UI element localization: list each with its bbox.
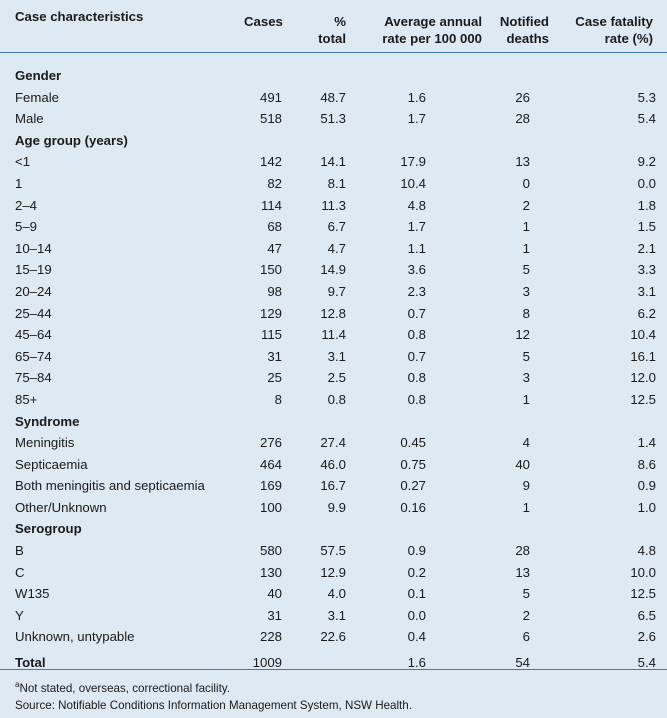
cell-cases: 100 [259,499,282,515]
cell-deaths: 5 [522,262,530,278]
header-notified-deaths [482,13,549,47]
row-label: Y [15,607,24,623]
cell-case-fatality: 3.3 [637,262,656,278]
row-label: Total [15,655,46,671]
cell-percent-total: 22.6 [320,629,346,645]
cell-case-fatality: 1.8 [637,197,656,213]
cell-deaths: 28 [515,111,530,127]
table-row [0,216,667,238]
table-row [0,108,667,130]
cell-case-fatality: 5.4 [637,655,656,671]
cell-rate: 2.3 [407,283,426,299]
table-header [0,0,667,53]
cell-deaths: 13 [515,154,530,170]
cell-rate: 0.4 [407,629,426,645]
cell-rate: 0.7 [407,305,426,321]
cell-cases: 1009 [252,655,282,671]
cell-percent-total: 11.3 [321,197,346,213]
cell-deaths: 26 [515,89,530,105]
cell-deaths: 2 [522,197,530,213]
row-label: Both meningitis and septicaemia [15,478,205,494]
table-row [0,562,667,584]
cell-case-fatality: 6.5 [637,607,656,623]
table-footer [15,676,412,714]
cell-deaths: 13 [515,564,530,580]
cell-case-fatality: 3.1 [637,283,656,299]
row-label: Meningitis [15,435,75,451]
cell-deaths: 4 [522,435,530,451]
cell-percent-total: 48.7 [320,89,346,105]
row-label: Male [15,111,44,127]
cell-cases: 68 [267,219,282,235]
cell-percent-total: 3.1 [327,348,346,364]
cell-case-fatality: 9.2 [637,154,656,170]
cell-rate: 0.8 [407,370,426,386]
cell-cases: 114 [260,197,282,213]
cell-cases: 518 [259,111,282,127]
cell-deaths: 3 [522,283,530,299]
section-heading-row [0,411,667,433]
row-label: 10–14 [15,240,52,256]
cell-deaths: 1 [522,219,530,235]
cell-cases: 129 [259,305,282,321]
header-cfr-line1: Case fatality [575,14,653,29]
cell-cases: 150 [259,262,282,278]
cell-case-fatality: 10.4 [630,327,656,343]
row-label: B [15,543,24,559]
cell-percent-total: 9.9 [327,499,346,515]
cell-deaths: 1 [522,499,530,515]
cell-deaths: 54 [515,655,530,671]
table-row [0,605,667,627]
row-label: Septicaemia [15,456,88,472]
cell-case-fatality: 1.4 [637,435,656,451]
table-row [0,87,667,109]
cell-rate: 1.6 [407,89,426,105]
cell-cases: 130 [259,564,282,580]
cell-deaths: 6 [522,629,530,645]
cell-rate: 0.2 [407,564,426,580]
cell-deaths: 9 [522,478,530,494]
row-label: 15–19 [15,262,52,278]
cell-percent-total: 0.8 [327,391,346,407]
row-label: Other/Unknown [15,499,107,515]
cell-rate: 0.8 [407,327,426,343]
cell-rate: 1.7 [407,219,426,235]
row-label: 65–74 [15,348,52,364]
row-label: <1 [15,154,31,170]
cell-percent-total: 57.5 [320,543,346,559]
cell-percent-total: 4.0 [327,586,346,602]
cell-case-fatality: 10.0 [630,564,656,580]
cell-percent-total: 12.9 [320,564,346,580]
cell-case-fatality: 0.9 [637,478,656,494]
cell-deaths: 3 [522,370,530,386]
cell-cases: 82 [267,175,282,191]
cell-percent-total: 46.0 [320,456,346,472]
row-label: 2–4 [15,197,38,213]
cell-case-fatality: 2.1 [637,240,656,256]
cell-cases: 580 [259,543,282,559]
table-row [0,259,667,281]
table-row [0,475,667,497]
table-row [0,173,667,195]
cell-rate: 0.27 [400,478,426,494]
table-row [0,626,667,648]
cell-rate: 0.45 [400,435,426,451]
row-label: 75–84 [15,370,52,386]
header-cases: Cases [244,14,283,29]
header-characteristics: Case characteristics [15,9,144,24]
header-average-rate [352,13,482,47]
cell-cases: 169 [259,478,282,494]
cell-case-fatality: 0.0 [637,175,656,191]
cell-percent-total: 27.4 [320,435,346,451]
cell-percent-total: 14.1 [320,154,346,170]
cell-cases: 25 [267,370,282,386]
cell-rate: 0.0 [407,607,426,623]
cell-percent-total: 9.7 [327,283,346,299]
cell-rate: 0.16 [400,499,426,515]
cell-percent-total: 51.3 [320,111,346,127]
header-deaths-line2: deaths [506,31,549,46]
cell-rate: 10.4 [400,175,426,191]
cell-rate: 0.7 [407,348,426,364]
cell-case-fatality: 12.0 [630,370,656,386]
table-row [0,583,667,605]
cell-cases: 276 [259,435,282,451]
section-heading-row [0,65,667,87]
cell-rate: 4.8 [407,197,426,213]
row-label: 25–44 [15,305,52,321]
header-percent-total [290,13,346,47]
cell-cases: 142 [259,154,282,170]
row-label: Age group (years) [15,132,128,148]
table-row [0,497,667,519]
header-percent-line1: % [334,14,346,29]
cell-case-fatality: 8.6 [637,456,656,472]
table-row [0,281,667,303]
cell-cases: 31 [267,348,282,364]
cell-case-fatality: 1.0 [637,499,656,515]
cell-deaths: 5 [522,348,530,364]
cell-rate: 0.1 [407,586,426,602]
cell-deaths: 1 [522,391,530,407]
header-percent-line2: total [318,31,346,46]
cell-deaths: 0 [522,175,530,191]
source-note: Source: Notifiable Conditions Information Management System, NSW Health. [15,699,412,712]
cell-rate: 17.9 [400,154,426,170]
cell-deaths: 40 [515,456,530,472]
table-row [0,151,667,173]
table-row [0,195,667,217]
cell-percent-total: 3.1 [327,607,346,623]
cell-rate: 1.6 [407,655,426,671]
total-rule [0,669,667,670]
row-label: Female [15,89,59,105]
cell-cases: 8 [274,391,282,407]
header-cfr-line2: rate (%) [604,31,653,46]
cell-rate: 3.6 [407,262,426,278]
cell-percent-total: 4.7 [327,240,346,256]
table-row [0,540,667,562]
section-heading-row [0,518,667,540]
cell-cases: 31 [267,607,282,623]
cell-deaths: 2 [522,607,530,623]
cell-case-fatality: 12.5 [630,391,656,407]
cell-rate: 1.1 [407,240,426,256]
cell-rate: 1.7 [407,111,426,127]
table-body [0,53,667,674]
cell-percent-total: 14.9 [320,262,346,278]
total-row [0,652,667,674]
cell-cases: 98 [267,283,282,299]
row-label: 20–24 [15,283,52,299]
cell-case-fatality: 4.8 [637,543,656,559]
cell-case-fatality: 1.5 [637,219,656,235]
table-row [0,324,667,346]
row-label: 1 [15,175,23,191]
row-label: Gender [15,68,62,83]
header-rate-line1: Average annual [384,14,482,29]
cell-rate: 0.75 [400,456,426,472]
table-row [0,303,667,325]
row-label: 85+ [15,391,38,407]
cell-case-fatality: 6.2 [637,305,656,321]
footnote [15,676,412,697]
cell-percent-total: 2.5 [327,370,346,386]
row-label: Syndrome [15,413,80,429]
header-case-fatality [557,13,653,47]
header-deaths-line1: Notified [499,14,549,29]
cell-case-fatality: 2.6 [637,629,656,645]
footnote-text: Not stated, overseas, correctional facility. [19,682,230,695]
cell-percent-total: 12.8 [320,305,346,321]
row-label: Serogroup [15,521,82,537]
cell-deaths: 8 [522,305,530,321]
cell-case-fatality: 16.1 [630,348,656,364]
cell-cases: 228 [259,629,282,645]
header-rate-line2: rate per 100 000 [382,31,482,46]
cell-deaths: 28 [515,543,530,559]
cell-cases: 47 [267,240,282,256]
section-heading-row [0,130,667,152]
cell-deaths: 5 [522,586,530,602]
cell-percent-total: 6.7 [327,219,346,235]
row-label: Unknown, untypable [15,629,135,645]
cell-cases: 491 [259,89,282,105]
cell-percent-total: 8.1 [327,175,346,191]
cell-cases: 464 [259,456,282,472]
row-label: C [15,564,25,580]
cell-case-fatality: 12.5 [630,586,656,602]
cell-case-fatality: 5.3 [637,89,656,105]
cell-percent-total: 11.4 [321,327,346,343]
table-row [0,454,667,476]
cell-rate: 0.9 [407,543,426,559]
footnote-marker: a [15,680,20,689]
row-label: W135 [15,586,50,602]
row-label: 45–64 [15,327,52,343]
row-label: 5–9 [15,219,38,235]
cell-deaths: 12 [515,327,530,343]
cell-percent-total: 16.7 [320,478,346,494]
cell-case-fatality: 5.4 [637,111,656,127]
cell-deaths: 1 [522,240,530,256]
table-row [0,432,667,454]
cell-cases: 115 [260,327,282,343]
table-row [0,367,667,389]
table-row [0,238,667,260]
cell-rate: 0.8 [407,391,426,407]
cell-cases: 40 [267,586,282,602]
table-row [0,389,667,411]
table-row [0,346,667,368]
